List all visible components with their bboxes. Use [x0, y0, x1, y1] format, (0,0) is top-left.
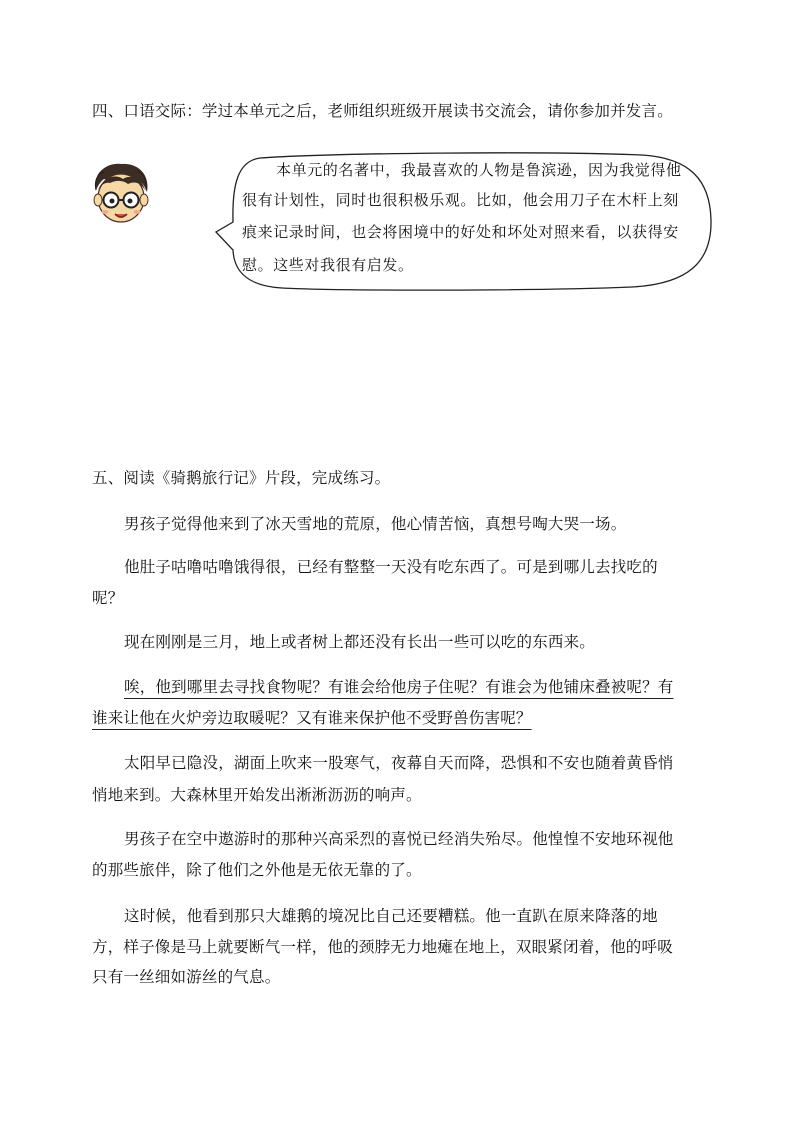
underlined-passage-line: 唉，他到哪里去寻找食物呢？有谁会给他房子住呢？有谁会为他铺床叠被呢？有 [124, 678, 674, 696]
passage-line: 方，样子像是马上就要断气一样，他的颈脖无力地瘫在地上，双眼紧闭着，他的呼吸 [92, 938, 673, 956]
passage-line: 呢？ [92, 589, 124, 607]
passage-line: 悄地来到。大森林里开始发出淅淅沥沥的响声。 [92, 786, 422, 804]
passage-line: 这时候，他看到那只大雄鹅的境况比自己还要糟糕。他一直趴在原来降落的地 [124, 907, 658, 925]
passage-line: 的那些旅伴，除了他们之外他是无依无靠的了。 [92, 861, 422, 879]
passage-line: 男孩子在空中遨游时的那种兴高采烈的喜悦已经消失殆尽。他惶惶不安地环视他 [124, 830, 674, 848]
bubble-line: 慰。这些对我很有启发。 [242, 256, 414, 274]
bubble-line: 痕来记录时间，也会将困境中的好处和坏处对照来看，以获得安 [242, 223, 679, 241]
underlined-passage-line: 谁来让他在火炉旁边取暖呢？又有谁来保护他不受野兽伤害呢？ [92, 709, 532, 727]
passage-line: 他肚子咕噜咕噜饿得很，已经有整整一天没有吃东西了。可是到哪儿去找吃的 [124, 558, 658, 576]
bubble-line: 很有计划性，同时也很积极乐观。比如，他会用刀子在木杆上刻 [242, 191, 679, 209]
passage-line: 现在刚刚是三月，地上或者树上都还没有长出一些可以吃的东西来。 [124, 633, 596, 651]
passage-line: 男孩子觉得他来到了冰天雪地的荒原，他心情苦恼，真想号啕大哭一场。 [124, 515, 627, 533]
passage-line: 太阳早已隐没，湖面上吹来一股寒气，夜幕自天而降，恐惧和不安也随着黄昏悄 [124, 754, 674, 772]
section5-heading: 五、阅读《骑鹅旅行记》片段，完成练习。 [92, 469, 391, 487]
boy-face-icon [90, 160, 152, 226]
section4-heading: 四、口语交际：学过本单元之后，老师组织班级开展读书交流会，请你参加并发言。 [92, 102, 673, 120]
bubble-line: 本单元的名著中，我最喜欢的人物是鲁滨逊，因为我觉得他 [276, 161, 682, 179]
passage-line: 只有一丝细如游丝的气息。 [92, 968, 281, 986]
